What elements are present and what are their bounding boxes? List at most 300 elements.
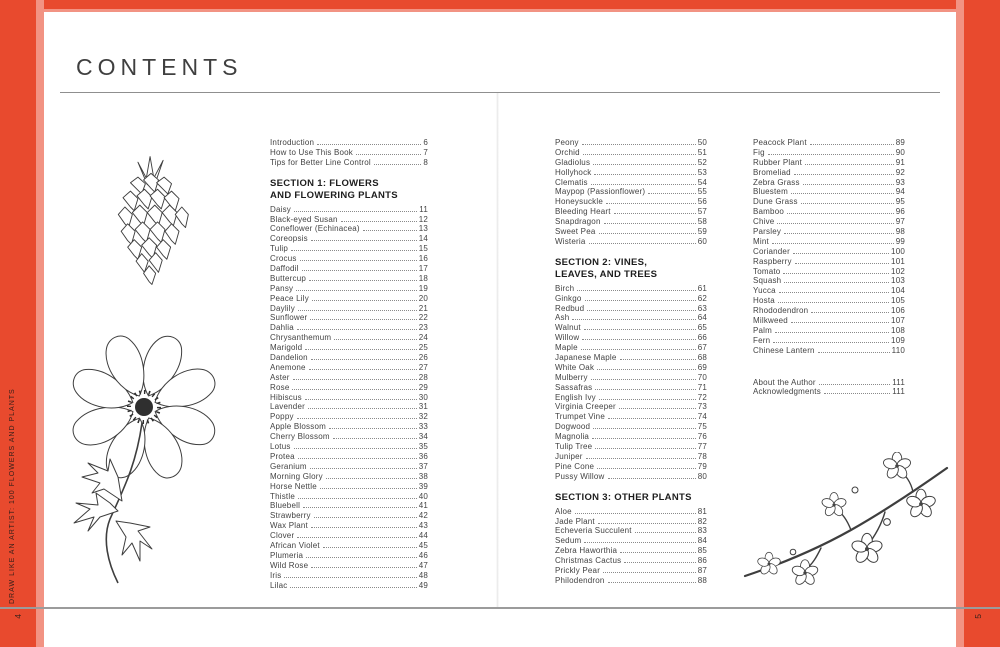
toc-entry (270, 561, 428, 571)
dot-leader (374, 164, 421, 165)
entry-page-number: 33 (418, 422, 428, 432)
entry-page-number: 79 (697, 461, 707, 471)
entry-label: Hollyhock (555, 167, 592, 177)
dot-leader (334, 339, 416, 340)
toc-entry (753, 267, 905, 277)
dot-leader (577, 290, 695, 291)
dot-leader (810, 144, 894, 145)
dot-leader (284, 577, 416, 578)
entry-label: Coriander (753, 246, 790, 256)
toc-entry (270, 254, 428, 264)
toc-entry (555, 383, 707, 393)
entry-page-number: 75 (697, 422, 707, 432)
entry-label: Rhododendron (753, 306, 809, 316)
toc-entry (555, 187, 707, 197)
entry-label: Raspberry (753, 256, 792, 266)
entry-page-number: 91 (895, 157, 905, 167)
toc-entry (555, 452, 707, 462)
entry-label: Parsley (753, 227, 782, 237)
entry-page-number: 102 (891, 266, 905, 276)
entry-page-number: 99 (895, 236, 905, 246)
entry-label: Introduction (270, 138, 315, 147)
entry-page-number: 46 (418, 550, 428, 560)
entry-page-number: 27 (418, 362, 428, 372)
entry-page-number: 29 (418, 382, 428, 392)
dot-leader (805, 164, 894, 165)
dot-leader (294, 448, 417, 449)
dot-leader (778, 302, 889, 303)
toc-entry (555, 178, 707, 188)
entry-page-number: 28 (418, 372, 428, 382)
dot-leader (290, 587, 416, 588)
entry-label: Christmas Cactus (555, 556, 622, 566)
entry-page-number: 76 (697, 432, 707, 442)
entry-page-number: 106 (891, 306, 905, 316)
entry-label: Bromeliad (753, 167, 791, 177)
dot-leader (795, 263, 889, 264)
entry-label: Tips for Better Line Control (270, 157, 371, 167)
entry-page-number: 20 (418, 293, 428, 303)
entry-page-number: 25 (418, 343, 428, 353)
entry-label: Crocus (270, 254, 297, 264)
dot-leader (586, 458, 696, 459)
dot-leader (595, 389, 695, 390)
dot-leader (587, 310, 695, 311)
top-cover-border (44, 0, 956, 9)
entry-label: Zebra Grass (753, 177, 800, 187)
entry-page-number: 88 (697, 575, 707, 585)
toc-entry (270, 313, 428, 323)
dot-leader (608, 418, 696, 419)
toc-entry (753, 217, 905, 227)
entry-label: How to Use This Book (270, 147, 353, 157)
entry-page-number: 85 (697, 546, 707, 556)
entry-label: Prickly Pear (555, 565, 601, 575)
entry-page-number: 72 (697, 392, 707, 402)
entry-label: Willow (555, 333, 580, 343)
toc-entry (555, 237, 707, 247)
entry-label: Ash (555, 313, 570, 323)
toc-entry (270, 294, 428, 304)
entry-page-number: 47 (418, 560, 428, 570)
toc-column-3 (753, 138, 905, 397)
entry-label: Sunflower (270, 313, 308, 323)
entry-label: Peacock Plant (753, 138, 807, 147)
dot-leader (824, 393, 890, 394)
entry-page-number: 8 (423, 157, 428, 167)
entry-label: Squash (753, 276, 782, 286)
entry-page-number: 34 (418, 432, 428, 442)
entry-label: Bluebell (270, 501, 301, 511)
toc-column-2 (555, 138, 707, 586)
dot-leader (777, 223, 893, 224)
entry-page-number: 13 (418, 224, 428, 234)
dot-leader (791, 193, 894, 194)
entry-page-number: 37 (418, 461, 428, 471)
dot-leader (310, 319, 416, 320)
toc-entry (753, 306, 905, 316)
entry-page-number: 55 (697, 187, 707, 197)
entry-label: Clematis (555, 177, 588, 187)
entry-label: Echeveria Succulent (555, 526, 632, 536)
entry-label: Maypop (Passionflower) (555, 187, 646, 197)
entry-label: Aster (270, 372, 290, 382)
dot-leader (582, 339, 695, 340)
entry-page-number: 6 (423, 138, 428, 147)
entry-label: Geranium (270, 461, 307, 471)
entry-label: Wild Rose (270, 560, 309, 570)
toc-entry (555, 207, 707, 217)
entry-page-number: 57 (697, 207, 707, 217)
entry-label: Walnut (555, 323, 581, 333)
entry-label: Anemone (270, 362, 306, 372)
entry-page-number: 60 (697, 236, 707, 246)
entry-page-number: 23 (418, 323, 428, 333)
dot-leader (589, 243, 696, 244)
entry-page-number: 70 (697, 372, 707, 382)
entry-page-number: 82 (697, 516, 707, 526)
entry-page-number: 59 (697, 227, 707, 237)
toc-entry (555, 576, 707, 586)
toc-entry (753, 158, 905, 168)
entry-page-number: 58 (697, 217, 707, 227)
entry-label: Coreopsis (270, 234, 308, 244)
toc-entry (270, 501, 428, 511)
toc-entry (555, 517, 707, 527)
dot-leader (768, 154, 894, 155)
entry-page-number: 30 (418, 392, 428, 402)
dot-leader (582, 144, 696, 145)
entry-label: Sedum (555, 536, 582, 546)
dot-leader (303, 507, 417, 508)
entry-label: Lavender (270, 402, 305, 412)
entry-label: Bleeding Heart (555, 207, 611, 217)
dot-leader (591, 184, 696, 185)
dot-leader (803, 184, 894, 185)
entry-page-number: 94 (895, 187, 905, 197)
dot-leader (603, 572, 696, 573)
toc-entry (555, 422, 707, 432)
entry-page-number: 83 (697, 526, 707, 536)
toc-entry (555, 197, 707, 207)
dot-leader (309, 369, 417, 370)
column-spacer (753, 356, 905, 378)
entry-page-number: 77 (697, 442, 707, 452)
dot-leader (312, 300, 417, 301)
dot-leader (311, 359, 417, 360)
dot-leader (583, 154, 696, 155)
toc-entry (270, 472, 428, 482)
entry-page-number: 86 (697, 556, 707, 566)
entry-page-number: 12 (418, 214, 428, 224)
entry-page-number: 73 (697, 402, 707, 412)
toc-entry (270, 234, 428, 244)
entry-label: Chive (753, 217, 775, 227)
entry-page-number: 63 (697, 303, 707, 313)
dot-leader (592, 438, 696, 439)
entry-label: Daylily (270, 303, 295, 313)
entry-page-number: 108 (891, 325, 905, 335)
entry-label: Dandelion (270, 353, 308, 363)
entry-label: Lilac (270, 580, 288, 590)
toc-entry (555, 462, 707, 472)
dot-leader (599, 399, 696, 400)
toc-entry (270, 412, 428, 422)
toc-entry (555, 323, 707, 333)
entry-label: Hibiscus (270, 392, 302, 402)
entry-page-number: 15 (418, 244, 428, 254)
entry-label: Virginia Creeper (555, 402, 616, 412)
entry-page-number: 81 (697, 506, 707, 516)
entry-label: Apple Blossom (270, 422, 326, 432)
entry-label: Fern (753, 335, 771, 345)
entry-page-number: 90 (895, 147, 905, 157)
dot-leader (811, 312, 889, 313)
dot-leader (793, 253, 889, 254)
dot-leader (591, 379, 696, 380)
toc-entry (270, 383, 428, 393)
entry-label: Orchid (555, 147, 580, 157)
cherry-blossom-branch-illustration (735, 452, 950, 594)
toc-entry (270, 158, 428, 168)
toc-entry (555, 148, 707, 158)
entry-page-number: 104 (891, 286, 905, 296)
entry-label: Buttercup (270, 273, 307, 283)
dot-leader (597, 369, 696, 370)
entry-label: Wisteria (555, 236, 586, 246)
toc-entry (753, 207, 905, 217)
entry-page-number: 78 (697, 451, 707, 461)
entry-page-number: 17 (418, 264, 428, 274)
spread-fold-shadow (496, 93, 499, 607)
dot-leader (298, 458, 417, 459)
section-heading-line: SECTION 1: FLOWERS (270, 177, 379, 189)
right-page-number: 5 (973, 614, 983, 619)
entry-label: Bluestem (753, 187, 788, 197)
entry-page-number: 67 (697, 343, 707, 353)
dot-leader (298, 498, 417, 499)
entry-label: Chrysanthemum (270, 333, 332, 343)
entry-page-number: 43 (418, 521, 428, 531)
entry-label: Peace Lily (270, 293, 309, 303)
toc-entry (555, 294, 707, 304)
entry-page-number: 101 (891, 256, 905, 266)
toc-entry (753, 316, 905, 326)
entry-page-number: 36 (418, 451, 428, 461)
entry-page-number: 11 (419, 204, 428, 214)
dot-leader (305, 399, 417, 400)
toc-entry (555, 556, 707, 566)
toc-entry (555, 333, 707, 343)
toc-entry (270, 482, 428, 492)
spine-running-title: DRAW LIKE AN ARTIST: 100 FLOWERS AND PLANTS (9, 388, 16, 604)
dot-leader (311, 240, 417, 241)
dot-leader (608, 478, 696, 479)
top-cover-border-inner-edge (44, 9, 956, 12)
entry-page-number: 53 (697, 167, 707, 177)
entry-label: Plumeria (270, 550, 304, 560)
entry-page-number: 66 (697, 333, 707, 343)
dot-leader (606, 203, 696, 204)
dot-leader (310, 468, 417, 469)
entry-label: Rubber Plant (753, 157, 803, 167)
toc-entry (270, 402, 428, 412)
toc-entry (555, 373, 707, 383)
section-heading (555, 257, 707, 281)
toc-entry (270, 215, 428, 225)
dot-leader (604, 223, 696, 224)
entry-label: Chinese Lantern (753, 345, 815, 355)
toc-entry (555, 313, 707, 323)
dot-leader (341, 221, 417, 222)
dot-leader (311, 567, 416, 568)
toc-entry (555, 343, 707, 353)
entry-label: Iris (270, 570, 282, 580)
dot-leader (648, 193, 695, 194)
entry-label: Morning Glory (270, 471, 323, 481)
entry-page-number: 95 (895, 197, 905, 207)
entry-page-number: 16 (418, 254, 428, 264)
dot-leader (593, 164, 696, 165)
toc-entry (270, 284, 428, 294)
dot-leader (294, 211, 417, 212)
entry-label: Cherry Blossom (270, 432, 330, 442)
dot-leader (584, 542, 695, 543)
entry-page-number: 35 (418, 442, 428, 452)
dot-leader (581, 349, 696, 350)
entry-label: Strawberry (270, 511, 311, 521)
entry-page-number: 62 (697, 293, 707, 303)
toc-entry (753, 336, 905, 346)
toc-entry (270, 432, 428, 442)
dot-leader (575, 513, 696, 514)
dot-leader (597, 468, 696, 469)
left-cover-border (0, 0, 36, 647)
entry-label: Birch (555, 283, 575, 293)
entry-label: Acknowledgments (753, 387, 821, 397)
dot-leader (772, 243, 894, 244)
toc-entry (270, 373, 428, 383)
section-heading (270, 178, 428, 202)
dot-leader (323, 547, 417, 548)
entry-label: Peony (555, 138, 579, 147)
dot-leader (356, 154, 421, 155)
entry-page-number: 92 (895, 167, 905, 177)
toc-entry (270, 452, 428, 462)
entry-label: Bamboo (753, 207, 784, 217)
entry-label: Mulberry (555, 372, 588, 382)
entry-page-number: 40 (418, 491, 428, 501)
entry-page-number: 41 (418, 501, 428, 511)
toc-entry (753, 168, 905, 178)
dot-leader (585, 300, 696, 301)
entry-label: Snapdragon (555, 217, 601, 227)
dot-leader (619, 408, 696, 409)
dot-leader (308, 408, 417, 409)
dot-leader (624, 562, 695, 563)
entry-label: Philodendron (555, 575, 605, 585)
entry-label: Pine Cone (555, 461, 595, 471)
entry-label: Poppy (270, 412, 294, 422)
toc-entry (753, 197, 905, 207)
entry-page-number: 107 (891, 316, 905, 326)
entry-page-number: 97 (895, 217, 905, 227)
entry-label: Protea (270, 451, 295, 461)
toc-entry (555, 566, 707, 576)
toc-entry (555, 412, 707, 422)
dot-leader (775, 332, 889, 333)
entry-page-number: 61 (697, 283, 707, 293)
entry-page-number: 42 (418, 511, 428, 521)
entry-label: Palm (753, 325, 773, 335)
toc-entry (555, 217, 707, 227)
entry-page-number: 89 (895, 138, 905, 147)
dot-leader (333, 438, 417, 439)
entry-page-number: 54 (697, 177, 707, 187)
dot-leader (297, 418, 417, 419)
dot-leader (292, 389, 416, 390)
entry-label: Hosta (753, 296, 775, 306)
dot-leader (317, 144, 421, 145)
dot-leader (293, 379, 417, 380)
page-title: CONTENTS (76, 54, 243, 80)
pinecone-illustration (95, 150, 207, 292)
toc-entry (270, 205, 428, 215)
dot-leader (801, 203, 894, 204)
entry-label: Coneflower (Echinacea) (270, 224, 360, 234)
entry-page-number: 22 (418, 313, 428, 323)
dot-leader (620, 359, 696, 360)
entry-page-number: 96 (895, 207, 905, 217)
dot-leader (593, 428, 695, 429)
page-bottom-rule (0, 607, 1000, 609)
toc-entry (270, 274, 428, 284)
entry-page-number: 14 (418, 234, 428, 244)
entry-label: Redbud (555, 303, 585, 313)
entry-page-number: 111 (892, 387, 905, 397)
toc-entry (270, 333, 428, 343)
toc-entry (753, 257, 905, 267)
toc-column-1 (270, 138, 428, 590)
section-heading (555, 492, 707, 504)
entry-label: Lotus (270, 442, 291, 452)
dot-leader (311, 527, 417, 528)
dot-leader (614, 213, 696, 214)
entry-label: Zebra Haworthia (555, 546, 618, 556)
entry-label: Pussy Willow (555, 471, 605, 481)
dot-leader (302, 270, 417, 271)
toc-entry (555, 353, 707, 363)
section-heading-line: AND FLOWERING PLANTS (270, 189, 398, 201)
entry-page-number: 52 (697, 157, 707, 167)
title-rule (60, 92, 940, 93)
right-cover-border-inner-edge (956, 0, 964, 647)
toc-entry (753, 227, 905, 237)
entry-page-number: 7 (423, 147, 428, 157)
entry-label: Yucca (753, 286, 776, 296)
dot-leader (306, 557, 417, 558)
toc-entry (753, 237, 905, 247)
toc-entry (555, 472, 707, 482)
toc-entry (270, 343, 428, 353)
dot-leader (773, 342, 889, 343)
entry-page-number: 111 (892, 377, 905, 387)
entry-page-number: 98 (895, 227, 905, 237)
entry-page-number: 21 (418, 303, 428, 313)
dot-leader (784, 282, 889, 283)
toc-entry (270, 353, 428, 363)
toc-entry (555, 536, 707, 546)
